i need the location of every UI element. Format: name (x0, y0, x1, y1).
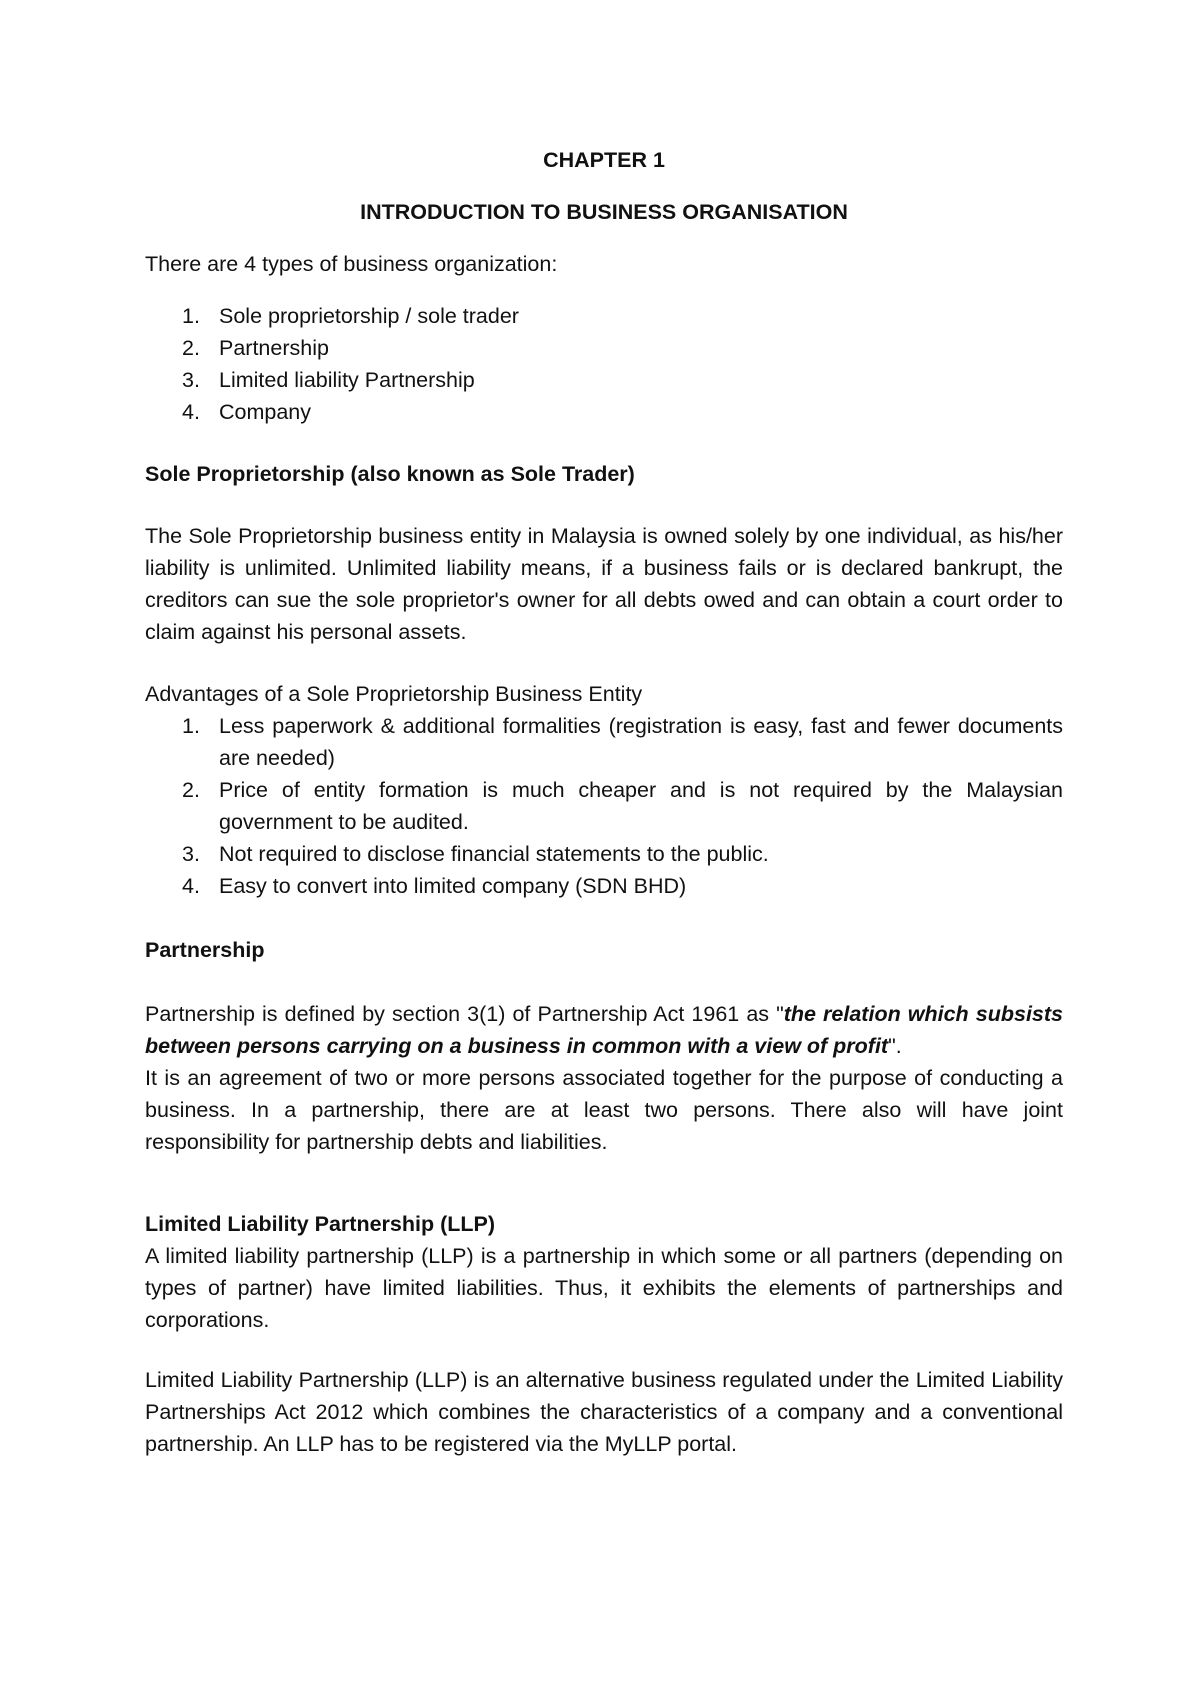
advantages-heading: Advantages of a Sole Proprietorship Business Entity (145, 682, 643, 706)
list-number: 2. (182, 778, 200, 802)
list-item (145, 332, 1063, 364)
list-number: 2. (182, 336, 200, 360)
list-item (145, 774, 1063, 838)
definition-quote: the relation which subsists between persons carrying on a business in common with a view of profit (145, 1002, 1063, 1058)
advantages-list (145, 710, 1063, 902)
intro-text: There are 4 types of business organization: (145, 252, 558, 276)
document-page (145, 120, 1063, 1460)
list-item (145, 710, 1063, 774)
chapter-label: CHAPTER 1 (543, 148, 665, 172)
llp-paragraph-2: Limited Liability Partnership (LLP) is an alternative business regulated under the Limited Liability Partnerships Act 2012 which combines the characteristics of a company and a conventional partnership. An LLP has to be registered via the MyLLP portal. (145, 1368, 1063, 1456)
sole-proprietorship-heading: Sole Proprietorship (also known as Sole Trader) (145, 462, 635, 486)
list-text: Price of entity formation is much cheaper and is not required by the Malaysian government to be audited. (219, 778, 1063, 834)
llp-paragraph-1: A limited liability partnership (LLP) is a partnership in which some or all partners (depending on types of partner) have limited liabilities. Thus, it exhibits the elements of partnerships and corporations. (145, 1244, 1063, 1332)
partnership-paragraph: It is an agreement of two or more persons associated together for the purpose of conducting a business. In a partnership, there are at least two persons. There also will have joint responsibility for partnership debts and liabilities. (145, 1066, 1063, 1154)
list-text: Company (219, 400, 312, 424)
definition-suffix: ". (888, 1034, 902, 1058)
list-text: Sole proprietorship / sole trader (219, 304, 519, 328)
list-number: 3. (182, 368, 200, 392)
list-item (145, 396, 1063, 428)
list-item (145, 870, 1063, 902)
list-item (145, 364, 1063, 396)
list-number: 1. (182, 714, 200, 738)
business-types-list (145, 300, 1063, 428)
llp-heading: Limited Liability Partnership (LLP) (145, 1212, 496, 1236)
list-text: Partnership (219, 336, 329, 360)
list-text: Easy to convert into limited company (SDN BHD) (219, 874, 687, 898)
definition-prefix: Partnership is defined by section 3(1) of Partnership Act 1961 as " (145, 1002, 784, 1026)
sole-proprietorship-paragraph: The Sole Proprietorship business entity in Malaysia is owned solely by one individual, as his/her liability is unlimited. Unlimited liability means, if a business fails or is declared bankrupt, the creditors can sue the sole proprietor's owner for all debts owed and can obtain a court order to claim against his personal assets. (145, 524, 1063, 644)
partnership-heading: Partnership (145, 938, 265, 962)
list-item (145, 300, 1063, 332)
list-number: 4. (182, 400, 200, 424)
list-number: 4. (182, 874, 200, 898)
list-item (145, 838, 1063, 870)
list-text: Limited liability Partnership (219, 368, 475, 392)
list-text: Less paperwork & additional formalities (registration is easy, fast and fewer documents are needed) (219, 714, 1063, 770)
list-number: 3. (182, 842, 200, 866)
list-number: 1. (182, 304, 200, 328)
page-title: INTRODUCTION TO BUSINESS ORGANISATION (360, 200, 848, 224)
partnership-definition (145, 998, 1063, 1062)
list-text: Not required to disclose financial statements to the public. (219, 842, 769, 866)
